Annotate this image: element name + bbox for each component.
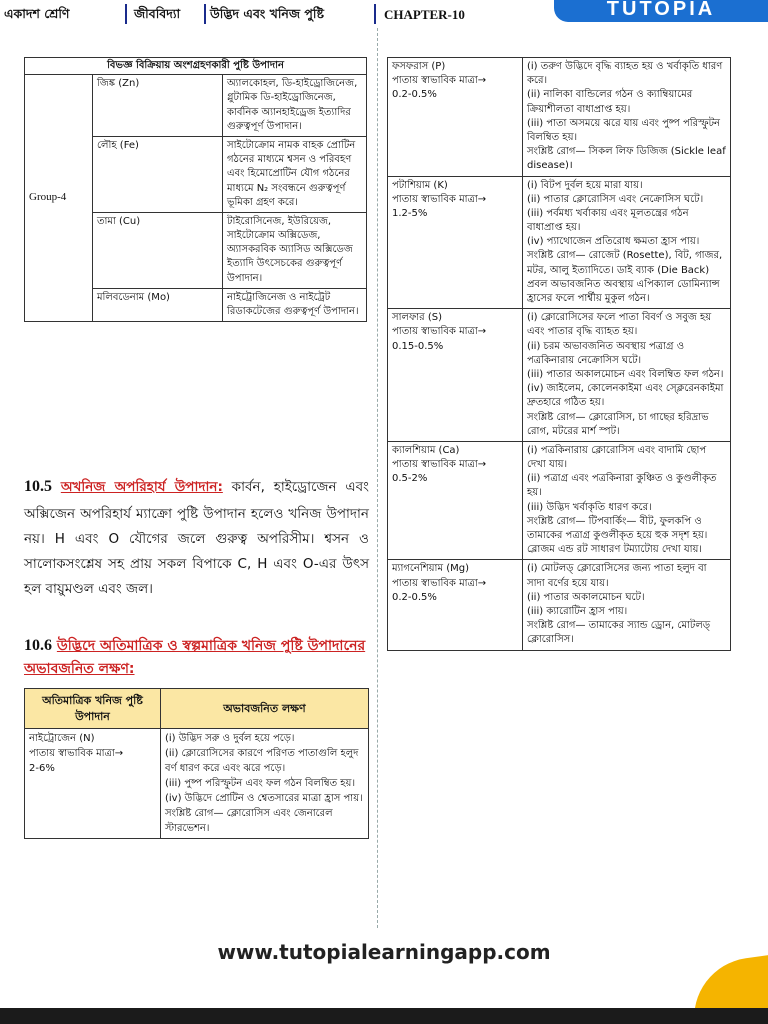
- symptom-line: (ii) ক্লোরোসিসের কারণে পরিণত পাতাগুলি হলুদ বর্ণ ধারণ করে এবং ঝরে পড়ে।: [165, 748, 359, 775]
- table-row: [388, 176, 731, 309]
- level-value: 0.15-0.5%: [392, 340, 444, 352]
- table-row: [388, 560, 731, 650]
- nutrient-name: জিঙ্ক (Zn): [93, 75, 223, 137]
- class-label: একাদশ শ্রেণি: [4, 6, 70, 21]
- disease-line: সংশ্লিষ্ট রোগ— সিকল লিফ ডিজিজ (Sickle leaf disease)।: [527, 146, 726, 172]
- symptom-line: (iii) পাতা অসময়ে ঝরে যায় এবং পুষ্প পরিস্ফুটন বিলম্বিত হয়।: [527, 117, 721, 143]
- level-label: পাতায় স্বাভাবিক মাত্রা→: [392, 459, 487, 471]
- section-body: কার্বন, হাইড্রোজেন এবং অক্সিজেন অপরিহার্য ম্যাক্রো পুষ্টি উপাদান হলেও খনিজ উপাদান নয়। H এবং O যৌগের জলে গুরুত্ব অপরিসীম। শ্বসন ও সালোকসংশ্লেষ সহ প্রায় সকল বিপাকে C, H এবং O-এর উৎস হল বায়ুমণ্ডল এবং জল।: [24, 479, 369, 597]
- section-number: 10.5: [24, 478, 52, 495]
- symptom-line: (iii) পর্বমধ্য খর্বাকায় এবং মূলতন্ত্রের গঠন বাধাপ্রাপ্ত হয়।: [527, 207, 689, 234]
- header-divider: [204, 4, 206, 24]
- section-10-5: [24, 472, 369, 601]
- disease-line: সংশ্লিষ্ট রোগ— রোজেট (Rosette), বিট, গাজর, মটর, আলু ইত্যাদিতে। ডাই ব্যাক (Die Back) প্রবল অভাবজনিত অবস্থায় এপিক্যাল ডোমিন্যান্স হ্রাসের ফলে পার্শ্বীয় মুকুল গঠন।: [527, 250, 723, 304]
- website-url[interactable]: www.tutopialearningapp.com: [217, 940, 551, 964]
- table-row: [388, 58, 731, 177]
- symptom-line: (iii) উদ্ভিদ খর্বাকৃতি ধারণ করে।: [527, 501, 652, 513]
- level-label: পাতায় স্বাভাবিক মাত্রা→: [392, 193, 487, 205]
- symptom-line: (i) বিটপ দুর্বল হয়ে মারা যায়।: [527, 179, 643, 191]
- page-header: [0, 0, 768, 30]
- column-header: অতিমাত্রিক খনিজ পুষ্টি উপাদান: [25, 689, 161, 729]
- decorative-band: [0, 1008, 768, 1024]
- column-header: অভাবজনিত লক্ষণ: [161, 689, 369, 729]
- level-label: পাতায় স্বাভাবিক মাত্রা→: [392, 75, 487, 87]
- chapter-number: CHAPTER-10: [384, 7, 465, 22]
- symptom-line: (i) পত্রকিনারায় ক্লোরোসিস এবং বাদামি ছোপ দেখা যায়।: [527, 444, 707, 471]
- symptom-line: (iv) জাইলেম, কোলেনকাইমা এবং স্ক্লেরেনকাইমা দ্রুতহারে গঠিত হয়।: [527, 383, 724, 409]
- nutrient-name: ম্যাগনেশিয়াম (Mg): [392, 563, 469, 575]
- symptom-line: (iii) ক্যারোটিন হ্রাস পায়।: [527, 605, 628, 617]
- disease-line: সংশ্লিষ্ট রোগ— ক্লোরোসিস এবং জেনারেল স্টারভেশন।: [165, 808, 333, 835]
- header-divider: [374, 4, 376, 24]
- group-label: Group-4: [25, 75, 93, 322]
- symptom-line: (i) মোটলড্ ক্লোরোসিসের জন্য পাতা হলুদ বা সাদা বর্ণের হয়ে যায়।: [527, 563, 707, 589]
- column-divider: [377, 28, 378, 928]
- nutrient-role: সাইটোক্রোম নামক বাহক প্রোটিন গঠনের মাধ্যমে শ্বসন ও পরিবহণ এবং হিমোপ্রোটিন যৌগ গঠনের মাধ্যমে N₂ সংবন্ধনে গুরুত্বপূর্ণ ভূমিকা গ্রহণ করে।: [223, 136, 367, 212]
- table-caption: বিভজ্ঞ বিক্রিয়ায় অংশগ্রহণকারী পুষ্টি উপাদান: [25, 58, 367, 75]
- chapter-title: উদ্ভিদ এবং খনিজ পুষ্টি: [210, 6, 324, 21]
- deficiency-table: [24, 688, 369, 839]
- section-number: 10.6: [24, 637, 52, 654]
- nutrient-name: সালফার (S): [392, 312, 442, 324]
- deficiency-table-continued: [387, 57, 731, 651]
- disease-line: সংশ্লিষ্ট রোগ— তামাকের স্যান্ড ড্রোন, মোটলড্ ক্লোরোসিস।: [527, 620, 711, 646]
- level-value: 2-6%: [29, 763, 55, 775]
- disease-line: সংশ্লিষ্ট রোগ— ক্লোরোসিস, চা গাছের হরিদ্রাভ রোগ, মটরের মার্শ স্পট।: [527, 411, 709, 437]
- symptom-line: (iii) পুষ্প পরিস্ফুটন এবং ফল গঠন বিলম্বিত হয়।: [165, 778, 356, 790]
- symptom-line: (iv) প্যাথোজেন প্রতিরোধ ক্ষমতা হ্রাস পায়।: [527, 236, 700, 248]
- header-divider: [125, 4, 127, 24]
- disease-line: সংশ্লিষ্ট রোগ— টিপবার্কিং— বীট, ফুলকপি ও তামাকের পত্রাগ্র কুণ্ডলীকৃত হয়ে হুক সদৃশ হয়। ব্লোজম এন্ড রট সাধারণ টম্যাটোয় দেখা যায়।: [527, 515, 708, 556]
- level-label: পাতায় স্বাভাবিক মাত্রা→: [392, 326, 487, 338]
- nutrient-name: ফসফরাস (P): [392, 61, 446, 72]
- symptom-line: (iii) পাতার অকালমোচন এবং বিলম্বিত ফল গঠন।: [527, 368, 724, 380]
- nutrient-name: লৌহ (Fe): [93, 136, 223, 212]
- symptom-line: (i) তরুণ উদ্ভিদে বৃদ্ধি ব্যাহত হয় ও খর্বাকৃতি ধারণ করে।: [527, 61, 723, 87]
- symptom-line: (ii) পাতার ক্লোরোসিস এবং নেক্রোসিস ঘটে।: [527, 193, 704, 205]
- symptom-line: (i) উদ্ভিদ সরু ও দুর্বল হয়ে পড়ে।: [165, 733, 295, 745]
- level-value: 1.2-5%: [392, 207, 428, 219]
- table-row: [388, 309, 731, 442]
- table-row: [388, 441, 731, 560]
- level-label: পাতায় স্বাভাবিক মাত্রা→: [29, 748, 124, 760]
- tutopia-logo: TUTOPIA: [554, 0, 768, 22]
- level-value: 0.5-2%: [392, 473, 428, 485]
- nutrient-cell: [25, 729, 161, 839]
- subject-label: জীববিদ্যা: [134, 6, 181, 21]
- symptom-cell: [161, 729, 369, 839]
- nutrient-name: নাইট্রোজেন (N): [29, 733, 95, 745]
- micronutrient-table: [24, 57, 367, 322]
- symptom-line: (ii) পত্রাগ্র এবং পত্রকিনারা কুঞ্চিত ও কুণ্ডলীকৃত হয়।: [527, 473, 717, 499]
- symptom-line: (i) ক্লোরোসিসের ফলে পাতা বিবর্ণ ও সবুজ হয় এবং পাতার বৃদ্ধি ব্যাহত হয়।: [527, 312, 712, 338]
- level-value: 0.2-0.5%: [392, 591, 437, 603]
- section-10-6: [24, 634, 369, 680]
- nutrient-name: মলিবডেনাম (Mo): [93, 288, 223, 321]
- nutrient-role: অ্যালকোহল, ডি-হাইড্রোজিনেজ, গ্লুটামিক ডি-হাইড্রোজিনেজ, কার্বনিক অ্যানহাইড্রেজ ইত্যাদির গুরুত্বপূর্ণ উপাদান।: [223, 75, 367, 137]
- nutrient-name: পটাশিয়াম (K): [392, 179, 448, 191]
- section-title: অখনিজ অপরিহার্য উপাদান:: [60, 479, 223, 495]
- symptom-line: (ii) নালিকা বান্ডিলের গঠন ও ক্যাম্বিয়ামের ক্রিয়াশীলতা বাধাপ্রাপ্ত হয়।: [527, 89, 693, 115]
- nutrient-name: তামা (Cu): [93, 212, 223, 288]
- symptom-line: (ii) চরম অভাবজনিত অবস্থায় পত্রাগ্র ও পত্রকিনারায় নেক্রোসিস ঘটে।: [527, 340, 685, 366]
- symptom-line: (ii) পাতার অকালমোচন ঘটে।: [527, 591, 645, 603]
- nutrient-name: ক্যালশিয়াম (Ca): [392, 444, 460, 456]
- level-value: 0.2-0.5%: [392, 89, 437, 101]
- nutrient-role: টাইরোসিনেজ, ইউরিয়েজ, সাইটোক্রোম অক্সিডেজ, অ্যাসকরবিক অ্যাসিড অক্সিডেজ ইত্যাদি উৎসেচকের গুরুত্বপূর্ণ উপাদান।: [223, 212, 367, 288]
- level-label: পাতায় স্বাভাবিক মাত্রা→: [392, 577, 487, 589]
- section-title: উদ্ভিদে অতিমাত্রিক ও স্বল্পমাত্রিক খনিজ পুষ্টি উপাদানের অভাবজনিত লক্ষণ:: [24, 638, 366, 677]
- nutrient-role: নাইট্রোজিনেজ ও নাইট্রেট রিডাকটেজের গুরুত্বপূর্ণ উপাদান।: [223, 288, 367, 321]
- symptom-line: (iv) উদ্ভিদে প্রোটিন ও শ্বেতসারের মাত্রা হ্রাস পায়।: [165, 793, 363, 805]
